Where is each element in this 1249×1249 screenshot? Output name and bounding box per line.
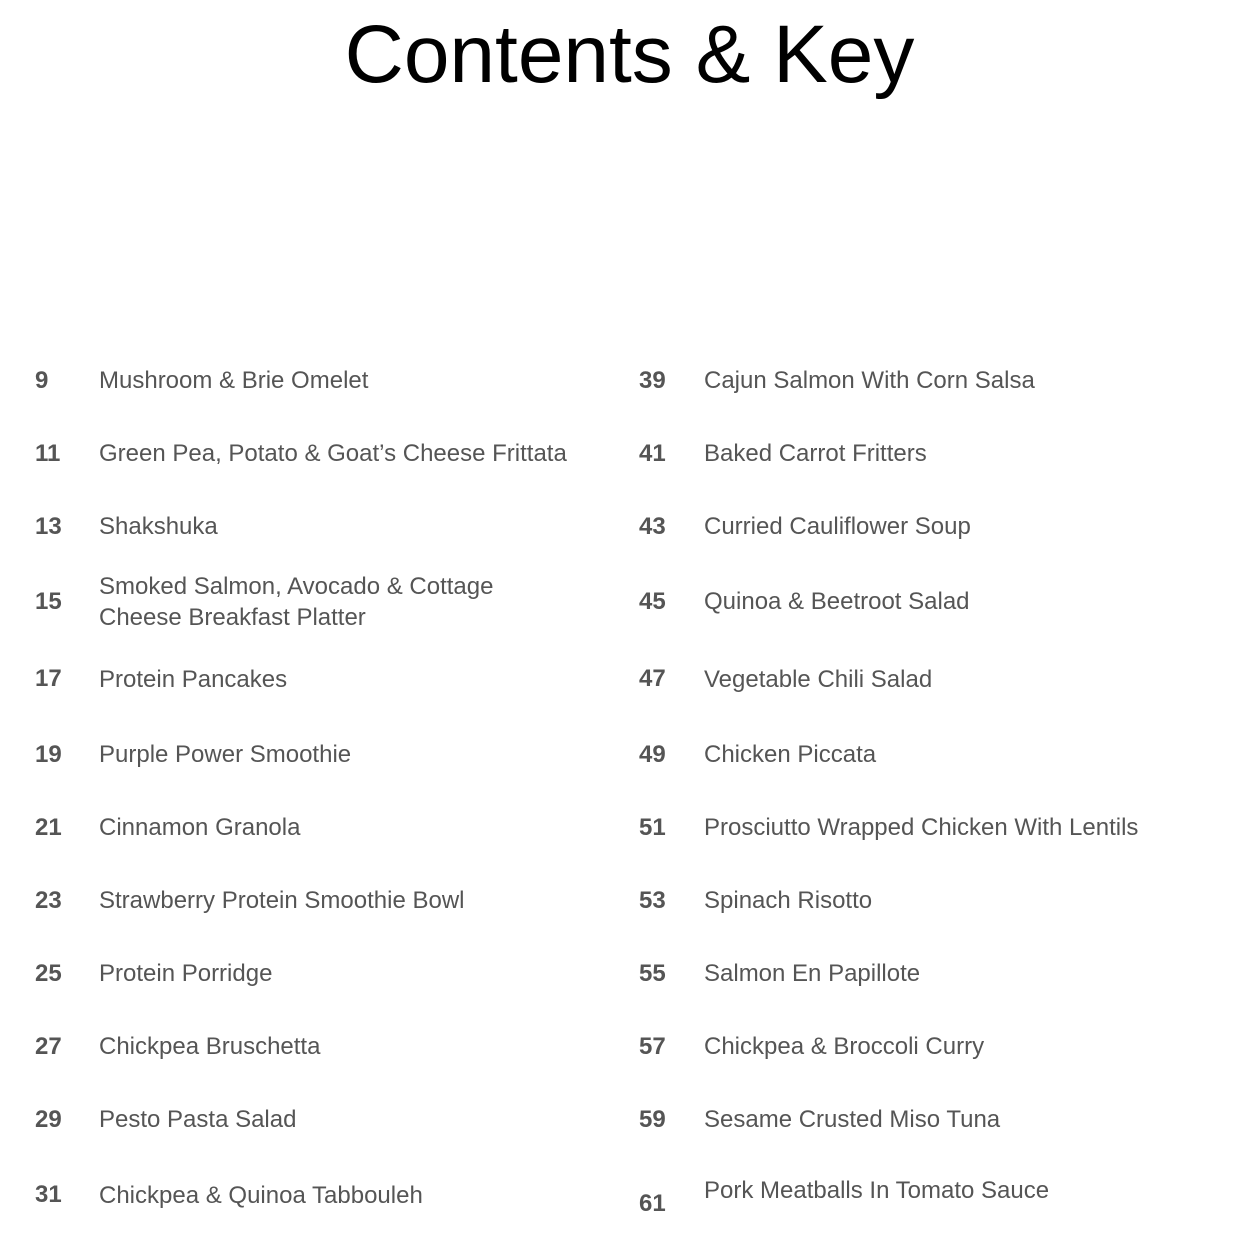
contents-entry[interactable] bbox=[639, 791, 1239, 864]
recipe-title: Chickpea Bruschetta bbox=[99, 1033, 321, 1060]
page-number: 47 bbox=[639, 665, 666, 692]
recipe-title: Chickpea & Broccoli Curry bbox=[704, 1033, 985, 1060]
recipe-title: Pesto Pasta Salad bbox=[99, 1106, 297, 1133]
page-number: 27 bbox=[35, 1032, 62, 1060]
recipe-title: Cinnamon Granola bbox=[99, 814, 301, 841]
recipe-title: Pork Meatballs In Tomato Sauce bbox=[704, 1177, 1050, 1204]
recipe-title: Salmon En Papillote bbox=[704, 960, 921, 987]
page-number: 29 bbox=[35, 1105, 62, 1133]
page-number: 41 bbox=[639, 439, 666, 467]
contents-entry[interactable] bbox=[35, 1156, 625, 1234]
contents-left-column bbox=[35, 344, 625, 1234]
page-number: 53 bbox=[639, 886, 666, 914]
recipe-title: Sesame Crusted Miso Tuna bbox=[704, 1106, 1001, 1133]
page-number: 55 bbox=[639, 959, 666, 987]
contents-entry[interactable] bbox=[639, 718, 1239, 791]
page-number: 23 bbox=[35, 886, 62, 914]
recipe-title: Prosciutto Wrapped Chicken With Lentils bbox=[704, 814, 1139, 841]
contents-entry[interactable] bbox=[35, 1083, 625, 1156]
contents-entry[interactable] bbox=[35, 937, 625, 1010]
contents-entry[interactable] bbox=[35, 1010, 625, 1083]
recipe-title: Vegetable Chili Salad bbox=[704, 665, 933, 693]
contents-entry[interactable] bbox=[35, 563, 625, 640]
recipe-title: Baked Carrot Fritters bbox=[704, 440, 927, 467]
recipe-title: Mushroom & Brie Omelet bbox=[99, 367, 369, 394]
contents-entry[interactable] bbox=[639, 864, 1239, 937]
page-number: 11 bbox=[35, 439, 61, 467]
recipe-title: Quinoa & Beetroot Salad bbox=[704, 588, 970, 615]
page-number: 51 bbox=[639, 813, 666, 841]
contents-entry[interactable] bbox=[639, 640, 1239, 718]
page-number: 19 bbox=[35, 740, 62, 768]
recipe-title: Chicken Piccata bbox=[704, 741, 877, 768]
contents-entry[interactable] bbox=[639, 344, 1239, 417]
recipe-title: Purple Power Smoothie bbox=[99, 741, 352, 768]
recipe-title: Chickpea & Quinoa Tabbouleh bbox=[99, 1181, 423, 1209]
page-number: 25 bbox=[35, 959, 62, 987]
contents-entry[interactable] bbox=[35, 490, 625, 563]
contents-entry[interactable] bbox=[639, 1083, 1239, 1156]
page-number: 45 bbox=[639, 587, 666, 615]
recipe-title: Strawberry Protein Smoothie Bowl bbox=[99, 887, 465, 914]
recipe-title: Smoked Salmon, Avocado & Cottage Cheese Breakfast Platter bbox=[99, 572, 494, 631]
recipe-title: Curried Cauliflower Soup bbox=[704, 513, 971, 540]
recipe-title: Shakshuka bbox=[99, 513, 218, 540]
contents-right-column bbox=[639, 344, 1239, 1234]
page-number: 43 bbox=[639, 512, 666, 540]
contents-entry[interactable] bbox=[639, 1156, 1239, 1234]
page-number: 15 bbox=[35, 587, 62, 615]
page-number: 21 bbox=[35, 813, 62, 841]
page-number: 13 bbox=[35, 512, 62, 540]
page-title: Contents & Key bbox=[344, 9, 915, 100]
page-number: 49 bbox=[639, 740, 666, 768]
page-number: 31 bbox=[35, 1181, 62, 1208]
contents-entry[interactable] bbox=[35, 864, 625, 937]
contents-entry[interactable] bbox=[639, 937, 1239, 1010]
recipe-title: Protein Pancakes bbox=[99, 665, 288, 693]
contents-entry[interactable] bbox=[639, 563, 1239, 640]
page-number: 61 bbox=[639, 1190, 666, 1217]
contents-entry[interactable] bbox=[35, 417, 625, 490]
recipe-title: Spinach Risotto bbox=[704, 887, 873, 914]
contents-entry[interactable] bbox=[35, 791, 625, 864]
page-number: 57 bbox=[639, 1032, 666, 1060]
page-number: 9 bbox=[35, 366, 49, 394]
recipe-title: Green Pea, Potato & Goat’s Cheese Frittata bbox=[99, 440, 567, 467]
contents-entry[interactable] bbox=[35, 640, 625, 718]
page-number: 59 bbox=[639, 1105, 666, 1133]
recipe-title: Cajun Salmon With Corn Salsa bbox=[704, 367, 1035, 394]
contents-entry[interactable] bbox=[639, 1010, 1239, 1083]
recipe-title: Protein Porridge bbox=[99, 960, 273, 987]
contents-entry[interactable] bbox=[639, 490, 1239, 563]
contents-entry[interactable] bbox=[35, 344, 625, 417]
contents-entry[interactable] bbox=[639, 417, 1239, 490]
page-number: 17 bbox=[35, 665, 62, 692]
contents-entry[interactable] bbox=[35, 718, 625, 791]
page-number: 39 bbox=[639, 366, 666, 394]
